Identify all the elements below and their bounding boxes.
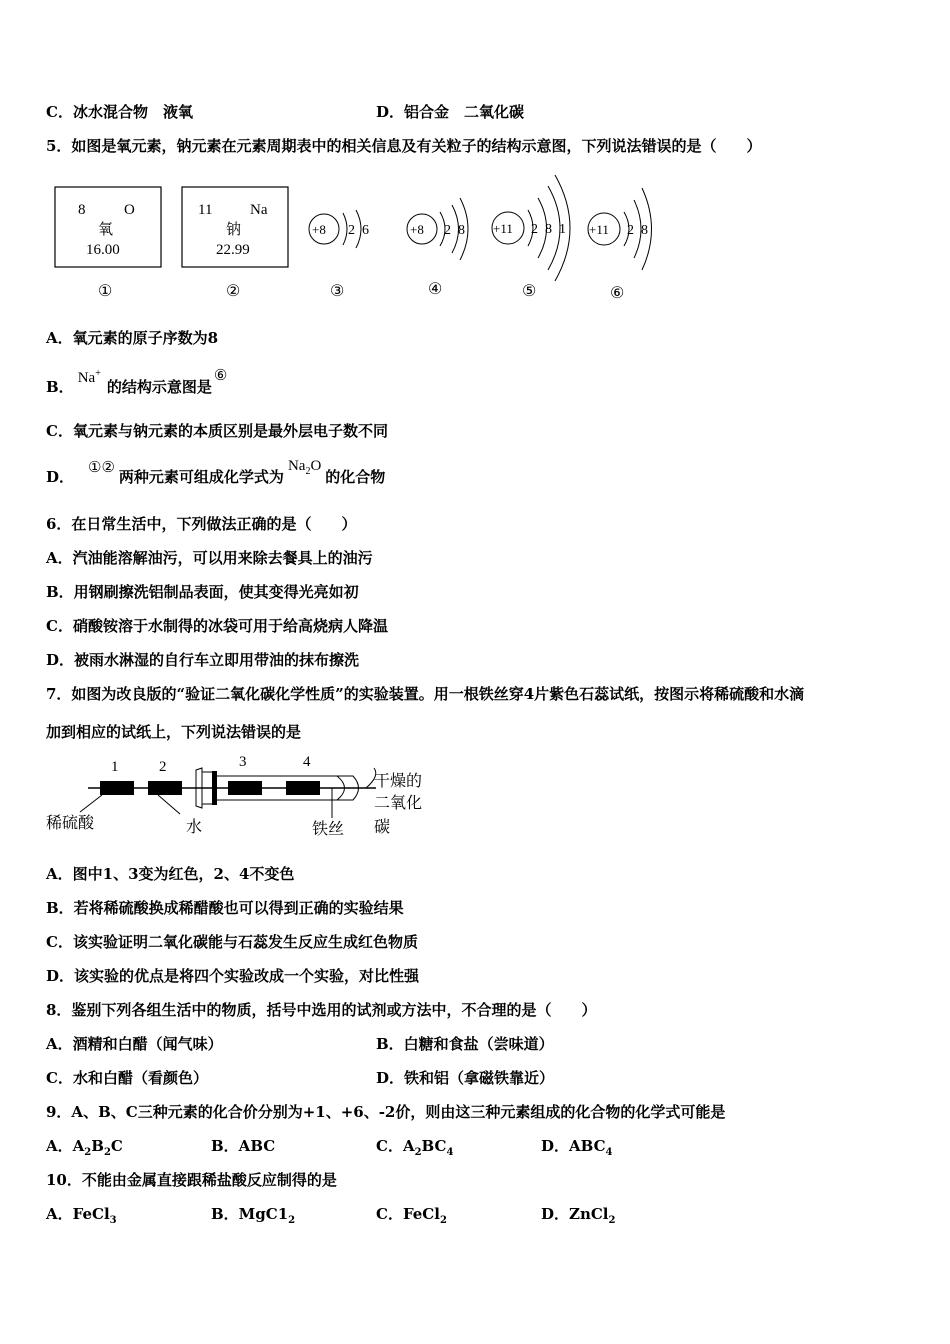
- atom-diagram-4: [407, 198, 468, 260]
- box1-mass: 16.00: [86, 242, 120, 258]
- strip-1-label: 1: [111, 759, 119, 775]
- box1-symbol: O: [124, 202, 135, 218]
- periodic-box-sodium: [182, 187, 288, 267]
- label-water: 水: [186, 819, 203, 836]
- svg-text:2 8: 2 8: [444, 223, 465, 238]
- svg-text:+8: +8: [410, 222, 424, 237]
- q6-option-d: D．被雨水淋湿的自行车立即用带油的抹布擦洗: [46, 651, 360, 669]
- atom-diagram-5: [492, 175, 570, 281]
- q7-option-d: D．该实验的优点是将四个实验改成一个实验，对比性强: [46, 967, 420, 985]
- box2-symbol: Na: [250, 202, 268, 218]
- q9-option-d: D．$ABC_4$: [541, 1137, 613, 1158]
- q8-option-c: C．水和白醋（看颜色）: [46, 1069, 208, 1087]
- q10-option-a: A．FeCl$_3$: [46, 1205, 117, 1226]
- svg-text:+11: +11: [493, 221, 513, 236]
- label-iron-wire: 铁丝: [312, 821, 345, 838]
- q5-stem: 5．如图是氧元素，钠元素在元素周期表中的相关信息及有关粒子的结构示意图，下列说法错误的是（ ）: [46, 137, 762, 155]
- svg-text:+8: +8: [312, 222, 326, 237]
- q9-option-a: A．$A_2B_2C$: [46, 1137, 123, 1158]
- q4-option-c: C．冰水混合物 液氧: [46, 103, 193, 121]
- q6-option-b: B．用钢刷擦洗铝制品表面，使其变得光亮如初: [46, 583, 359, 601]
- label-dry-co2-2: 二氧化: [374, 795, 423, 812]
- label-1: ①: [98, 283, 113, 300]
- q5-option-d: D． ①② 两种元素可组成化学式为$Na_2O$的化合物: [46, 458, 386, 486]
- q9-option-c: C．$A_2BC_4$: [376, 1137, 454, 1158]
- strip-2-label: 2: [159, 759, 167, 775]
- q5-option-b: B． Na+的结构示意图是⑥: [46, 368, 228, 396]
- q10-option-c: C．FeCl$_2$: [376, 1205, 447, 1226]
- svg-text:2 8: 2 8: [627, 223, 648, 238]
- box2-name: 钠: [226, 222, 242, 238]
- label-3: ③: [330, 283, 345, 300]
- q8-option-a: A．酒精和白醋（闻气味）: [46, 1035, 223, 1053]
- q5-option-c: C．氧元素与钠元素的本质区别是最外层电子数不同: [46, 422, 388, 440]
- q7-option-b: B．若将稀硫酸换成稀醋酸也可以得到正确的实验结果: [46, 899, 404, 917]
- q7-apparatus-figure: [40, 748, 440, 842]
- label-dry-co2-1: 干燥的: [374, 773, 423, 790]
- svg-text:+11: +11: [589, 222, 609, 237]
- q6-stem: 6．在日常生活中，下列做法正确的是（ ）: [46, 515, 357, 533]
- q7-stem-line2: 加到相应的试纸上，下列说法错误的是: [46, 723, 302, 741]
- q4-option-d: D．铝合金 二氧化碳: [376, 103, 525, 121]
- q7-option-a: A．图中1、3变为红色，2、4不变色: [46, 865, 295, 883]
- strip-3: [228, 781, 262, 795]
- atom-diagram-3: [309, 210, 369, 248]
- label-4: ④: [428, 281, 443, 298]
- q7-stem-line1: 7．如图为改良版的“验证二氧化碳化学性质”的实验装置。用一根铁丝穿4片紫色石蕊试纸，按图示将稀硫酸和水滴: [46, 685, 805, 703]
- strip-3-label: 3: [239, 754, 247, 770]
- q6-option-c: C．硝酸铵溶于水制得的冰袋可用于给高烧病人降温: [46, 617, 388, 635]
- label-dry-co2-3: 碳: [374, 819, 391, 836]
- label-5: ⑤: [522, 283, 537, 300]
- q10-option-b: B．$MgC1_2$: [211, 1205, 296, 1226]
- box1-name: 氧: [98, 222, 114, 238]
- q5-option-a: A．氧元素的原子序数为8: [46, 329, 219, 347]
- strip-2: [148, 781, 182, 795]
- strip-4: [286, 781, 320, 795]
- q5-figure: [40, 170, 680, 305]
- q10-stem: 10．不能由金属直接跟稀盐酸反应制得的是: [46, 1171, 337, 1189]
- atom-diagram-6: [588, 188, 652, 270]
- box2-number: 11: [198, 202, 213, 218]
- svg-text:2 6: 2 6: [348, 223, 369, 238]
- q9-stem: 9．A、B、C三种元素的化合价分别为+1、+6、-2价，则由这三种元素组成的化合物的化学式可能是: [46, 1103, 726, 1121]
- label-dilute-sulfuric-acid: 稀硫酸: [46, 815, 95, 832]
- strip-4-label: 4: [303, 754, 311, 770]
- strip-1: [100, 781, 134, 795]
- box2-mass: 22.99: [216, 242, 250, 258]
- q6-option-a: A．汽油能溶解油污，可以用来除去餐具上的油污: [46, 549, 373, 567]
- label-2: ②: [226, 283, 241, 300]
- label-6: ⑥: [610, 285, 625, 302]
- periodic-box-oxygen: [55, 187, 161, 267]
- q8-option-d: D．铁和铝（拿磁铁靠近）: [376, 1069, 555, 1087]
- box1-number: 8: [78, 202, 86, 218]
- q10-option-d: D．ZnCl$_2$: [541, 1205, 616, 1226]
- q8-option-b: B．白糖和食盐（尝味道）: [376, 1035, 554, 1053]
- svg-text:2 8 1: 2 8 1: [531, 222, 566, 237]
- q8-stem: 8．鉴别下列各组生活中的物质，括号中选用的试剂或方法中，不合理的是（ ）: [46, 1001, 597, 1019]
- q7-option-c: C．该实验证明二氧化碳能与石蕊发生反应生成红色物质: [46, 933, 418, 951]
- q9-option-b: B．ABC: [211, 1137, 276, 1155]
